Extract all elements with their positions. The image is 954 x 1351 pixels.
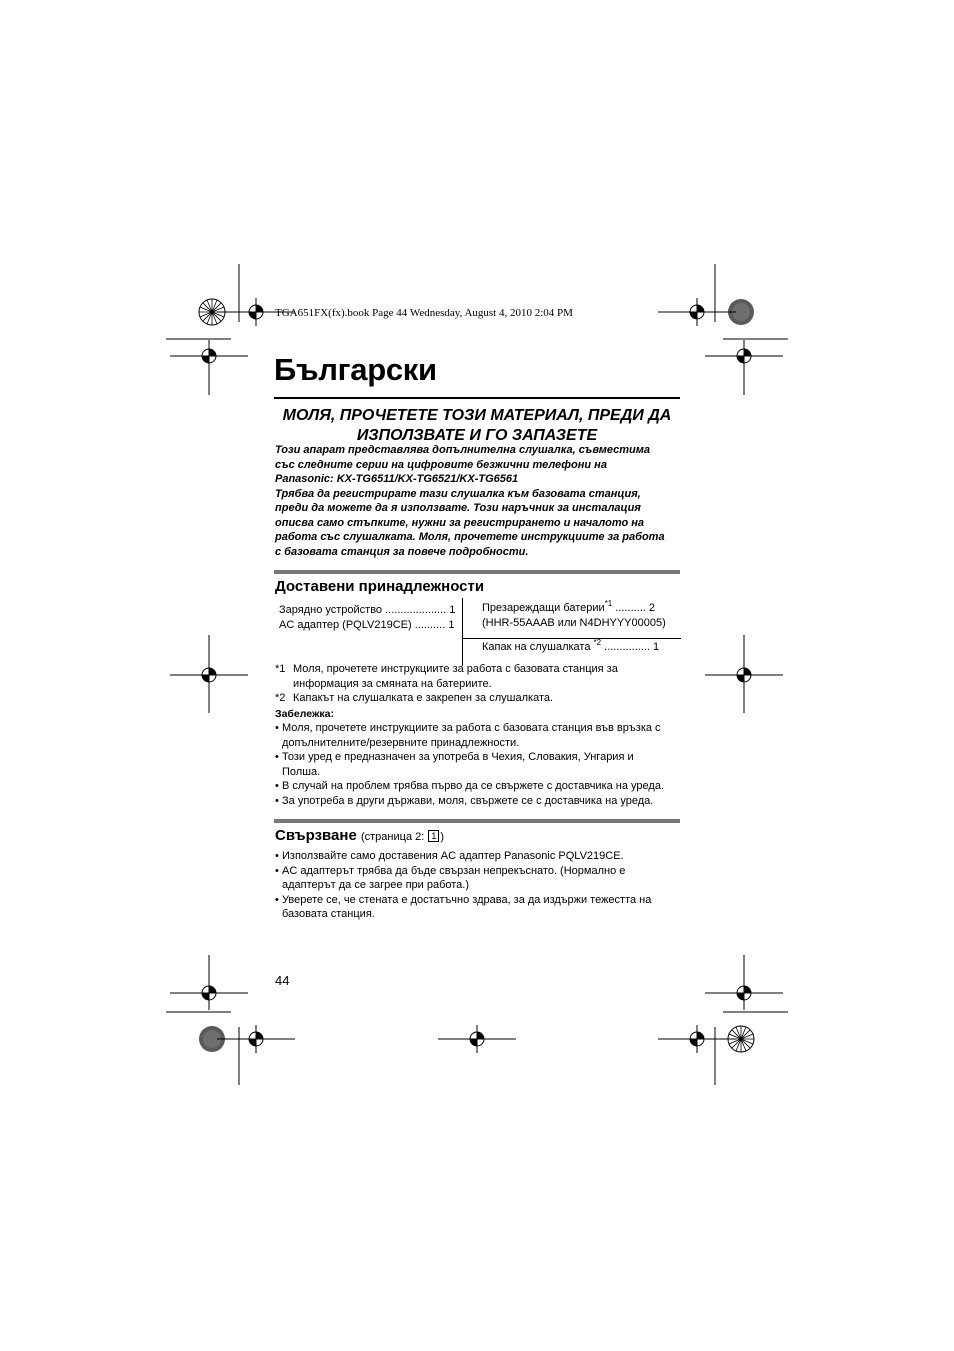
table-divider — [462, 598, 463, 666]
list-item: • Моля, прочетете инструкциите за работа с базовата станция във връзка с допълнителните/резервните принадлежности. — [275, 722, 661, 749]
accessory-cover: Капак на слушалката $^{*2}$ ............... 1 — [482, 638, 660, 653]
accessories-left-column — [279, 603, 455, 632]
accessories-table — [275, 598, 681, 666]
title-rule — [274, 397, 680, 399]
accessory-ac-adaptor: AC адаптер (PQLV219CE) .......... 1 — [279, 618, 455, 631]
accessory-batteries: Презареждащи батерии$^{*1}$ .......... 2 — [482, 599, 656, 614]
connection-heading: Свързване (страница 2: 1 ) — [275, 827, 445, 844]
accessory-charger: Зарядно устройство .................... 1 — [279, 604, 456, 616]
list-item: • Използвайте само доставения AC адаптер Panasonic PQLV219CE. — [275, 850, 624, 862]
accessories-right-column — [482, 601, 666, 630]
warning-heading: МОЛЯ, ПРОЧЕТЕТЕ ТОЗИ МАТЕРИАЛ, ПРЕДИ ДА ИЗПОЛЗВАТЕ И ГО ЗАПАЗЕТЕ — [282, 407, 672, 444]
list-item: • За употреба в други държави, моля, свържете се с доставчика на уреда. — [275, 794, 654, 807]
section-rule-accessories — [274, 570, 680, 574]
connection-list — [275, 849, 681, 922]
list-item: • Уверете се, че стената е достатъчно здрава, за да издържи тежестта на базовата станция. — [275, 893, 652, 920]
page-title: Български — [274, 352, 437, 387]
footnote: *2 Капакът на слушалката е закрепен за слушалката. — [275, 692, 554, 704]
section-rule-connection — [274, 819, 680, 823]
accessory-battery-model: (HHR-55AAAB или N4DHYYY00005) — [482, 616, 666, 629]
figure-ref-box: 1 — [428, 830, 439, 842]
table-row-divider — [463, 638, 681, 639]
list-item: • В случай на проблем трябва първо да се свържете с доставчика на уреда. — [275, 780, 665, 792]
footnote: *1 Моля, прочетете инструкциите за работа с базовата станция за информация за смяната на батериите. — [275, 663, 618, 690]
footnotes — [275, 662, 681, 808]
intro-text: Този апарат представлява допълнителна слушалка, съвместима със следните серии на цифровите безжични телефони на Panasonic: KX-TG6511/KX-TG6521/KX-TG6561 Трябва да регистрирате тази слушалка към базовата станция, преди да можете да я използвате. Този наръчник за инсталация описва само стъпките, нужни за регистрирането и началото на работа със слушалката. Моля, прочетете инструкциите за работа с базовата станция за повече подробности. — [275, 444, 665, 558]
list-item: • AC адаптерът трябва да бъде свързан непрекъснато. (Нормално е адаптерът да се загрее при работа.) — [275, 864, 626, 891]
accessories-heading: Доставени принадлежности — [275, 578, 485, 595]
list-item: • Този уред е предназначен за употреба в Чехия, Словакия, Унгария и Полша. — [275, 751, 634, 778]
book-header: TGA651FX(fx).book Page 44 Wednesday, August 4, 2010 2:04 PM — [275, 307, 573, 319]
note-title: Забележка: — [275, 707, 335, 720]
page-number: 44 — [275, 973, 290, 988]
